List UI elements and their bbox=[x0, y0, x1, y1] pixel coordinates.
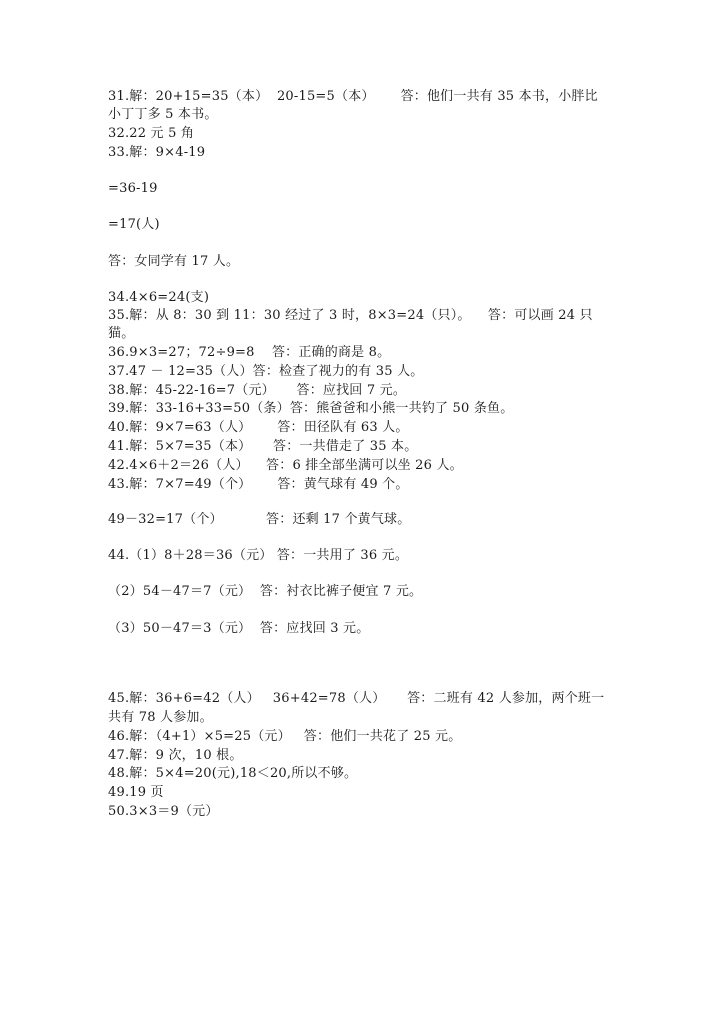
line-50: 50.3×3＝9（元） bbox=[108, 804, 219, 819]
line-41: 41.解：5×7=35（本） 答：一共借走了 35 本。 bbox=[108, 439, 418, 454]
line-34: 34.4×6=24(支) bbox=[108, 290, 210, 305]
line-48: 48.解：5×4=20(元),18＜20,所以不够。 bbox=[108, 766, 358, 781]
line-46: 46.解：（4+1）×5=25（元） 答：他们一共花了 25 元。 bbox=[108, 729, 462, 744]
line-49: 49.19 页 bbox=[108, 785, 164, 800]
line-37: 37.47 － 12=35（人）答：检查了视力的有 35 人。 bbox=[108, 364, 424, 379]
line-36: 36.9×3=27；72÷9=8 答：正确的商是 8。 bbox=[108, 345, 391, 360]
line-38: 38.解：45-22-16=7（元） 答：应找回 7 元。 bbox=[108, 383, 407, 398]
line-35b: 猫。 bbox=[108, 326, 135, 341]
line-43: 43.解：7×7=49（个） 答：黄气球有 49 个。 bbox=[108, 477, 409, 492]
line-33-step1: =36-19 bbox=[108, 181, 158, 196]
line-33-step2: =17(人) bbox=[108, 217, 160, 232]
line-45b: 共有 78 人参加。 bbox=[108, 710, 213, 725]
line-45a: 45.解：36+6=42（人） 36+42=78（人） 答：二班有 42 人参加，两个班一 bbox=[108, 691, 605, 706]
line-33-answer: 答：女同学有 17 人。 bbox=[108, 254, 240, 269]
line-39: 39.解：33-16+33=50（条）答：熊爸爸和小熊一共钓了 50 条鱼。 bbox=[108, 401, 514, 416]
line-32: 32.22 元 5 角 bbox=[108, 126, 195, 141]
line-40: 40.解：9×7=63（人） 答：田径队有 63 人。 bbox=[108, 420, 409, 435]
line-31b: 小丁丁多 5 本书。 bbox=[108, 107, 218, 122]
line-33: 33.解：9×4-19 bbox=[108, 145, 206, 160]
line-44-2: （2）54－47＝7（元） 答：衬衣比裤子便宜 7 元。 bbox=[108, 584, 423, 599]
line-44-3: （3）50－47＝3（元） 答：应找回 3 元。 bbox=[108, 621, 370, 636]
line-44-1: 44.（1）8＋28＝36（元） 答：一共用了 36 元。 bbox=[108, 548, 409, 563]
line-42: 42.4×6＋2＝26（人） 答：6 排全部坐满可以坐 26 人。 bbox=[108, 458, 463, 473]
line-31a: 31.解：20+15=35（本） 20-15=5（本） 答：他们一共有 35 本书，小胖比 bbox=[108, 89, 598, 104]
line-43-step2: 49－32=17（个） 答：还剩 17 个黄气球。 bbox=[108, 512, 411, 527]
line-35a: 35.解：从 8：30 到 11：30 经过了 3 时，8×3=24（只）。 答：可以画 24 只 bbox=[108, 308, 593, 323]
line-47: 47.解：9 次，10 根。 bbox=[108, 748, 243, 763]
